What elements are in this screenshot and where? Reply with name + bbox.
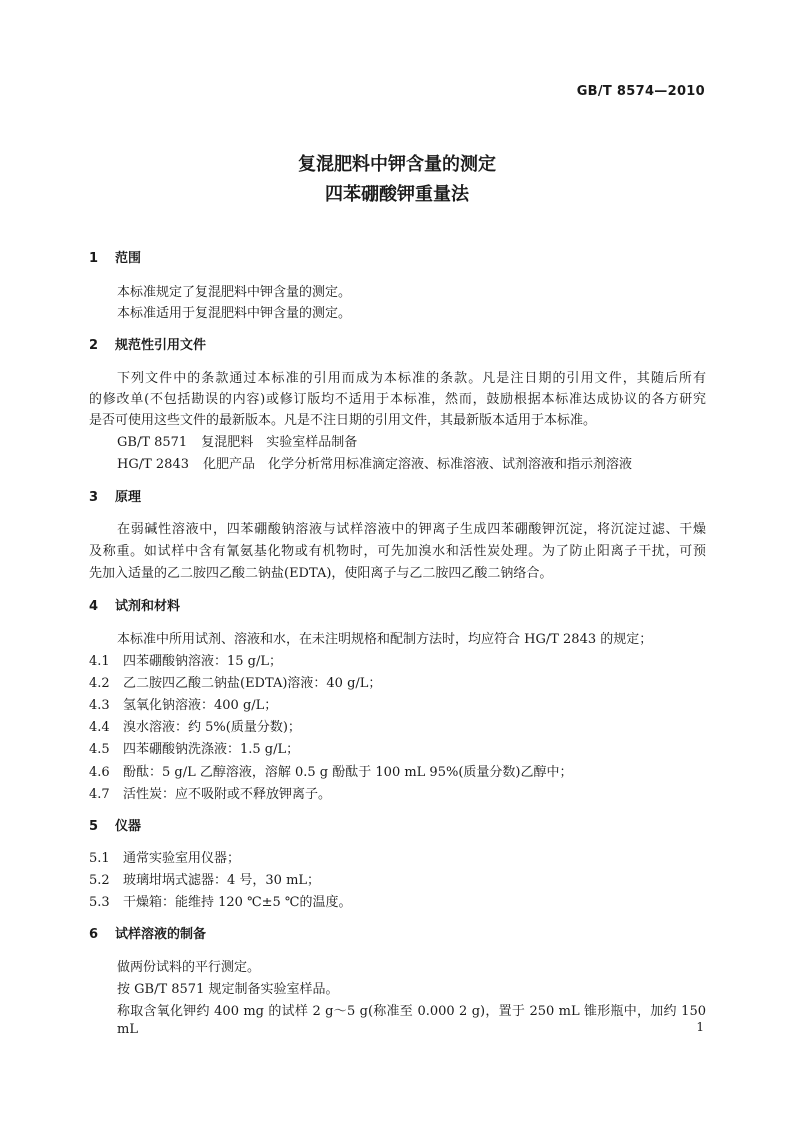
reference-code: HG/T 2843 [117,457,189,472]
list-item [89,894,351,912]
item-text: 活性炭：应不吸附或不释放钾离子。 [123,787,332,802]
paragraph: 本标准中所用试剂、溶液和水，在未注明规格和配制方法时，均应符合 HG/T 2843 的规定； [117,632,653,647]
item-number: 4.2 [89,676,110,691]
list-item [89,697,277,715]
section-2-heading [89,337,206,355]
section-number: 2 [89,338,99,353]
reference-code: GB/T 8571 [117,435,188,450]
item-number: 4.3 [89,698,110,713]
document-subtitle: 四苯硼酸钾重量法 [325,184,469,205]
section-title: 范围 [115,251,142,266]
paragraph-line: 的修改单(不包括勘误的内容)或修订版均不适用于本标准，然而，鼓励根据本标准达成协议的各方研究 [89,392,706,407]
paragraph: 本标准适用于复混肥料中钾含量的测定。 [117,306,352,321]
section-title: 试剂和材料 [115,599,181,614]
item-text: 四苯硼酸钠溶液：15 g/L； [123,654,283,669]
reference-title: 复混肥料 实验室样品制备 [201,435,358,450]
item-text: 酚酞：5 g/L 乙醇溶液，溶解 0.5 g 酚酞于 100 mL 95%(质量分数)乙醇中； [123,765,573,780]
item-number: 4.4 [89,720,110,735]
reference-item [117,456,632,474]
paragraph: 本标准规定了复混肥料中钾含量的测定。 [117,285,352,300]
document-id: GB/T 8574—2010 [576,84,705,99]
item-number: 4.7 [89,787,110,802]
paragraph: 按 GB/T 8571 规定制备实验室样品。 [117,982,339,997]
section-title: 试样溶液的制备 [115,927,207,942]
item-number: 4.5 [89,742,110,757]
section-number: 5 [89,819,99,834]
paragraph-line: 下列文件中的条款通过本标准的引用而成为本标准的条款。凡是注日期的引用文件，其随后所有 [117,371,706,386]
item-number: 5.1 [89,851,110,866]
item-text: 四苯硼酸钠洗涤液：1.5 g/L； [123,742,300,757]
item-text: 乙二胺四乙酸二钠盐(EDTA)溶液：40 g/L； [123,676,382,691]
document-title: 复混肥料中钾含量的测定 [298,154,496,175]
section-5-heading [89,818,141,836]
paragraph-line: 先加入适量的乙二胺四乙酸二钠盐(EDTA)，使阳离子与乙二胺四乙酸二钠络合。 [89,566,553,581]
section-number: 3 [89,490,99,505]
paragraph-line: 及称重。如试样中含有氰氨基化物或有机物时，可先加溴水和活性炭处理。为了防止阳离子干扰，可预 [89,544,706,559]
item-text: 氢氧化钠溶液：400 g/L； [123,698,278,713]
list-item [89,850,240,868]
item-number: 5.3 [89,895,110,910]
section-number: 4 [89,599,99,614]
section-title: 原理 [115,490,142,505]
reference-title: 化肥产品 化学分析常用标准滴定溶液、标准溶液、试剂溶液和指示剂溶液 [203,457,633,472]
section-number: 1 [89,251,99,266]
paragraph-line: 是否可使用这些文件的最新版本。凡是不注日期的引用文件，其最新版本适用于本标准。 [89,413,597,428]
paragraph-line: 称取含氧化钾约 400 mg 的试样 2 g～5 g(称准至 0.000 2 g)，置于 250 mL 锥形瓶中，加约 150 mL [117,1004,706,1037]
reference-item [117,434,357,452]
list-item [89,786,331,804]
item-text: 通常实验室用仪器； [123,851,241,866]
section-1-heading [89,250,141,268]
item-number: 5.2 [89,873,110,888]
item-text: 溴水溶液：约 5%(质量分数)； [123,720,301,735]
item-text: 干燥箱：能维持 120 ℃±5 ℃的温度。 [123,895,352,910]
list-item [89,675,381,693]
item-text: 玻璃坩埚式滤器：4 号，30 mL； [123,873,321,888]
section-6-heading [89,926,206,944]
list-item [89,741,299,759]
item-number: 4.6 [89,765,110,780]
section-3-heading [89,489,141,507]
paragraph: 做两份试料的平行测定。 [117,960,261,975]
section-title: 规范性引用文件 [115,338,207,353]
section-4-heading [89,598,180,616]
section-title: 仪器 [115,819,142,834]
list-item [89,872,320,890]
list-item [89,764,572,782]
item-number: 4.1 [89,654,110,669]
paragraph-line: 在弱碱性溶液中，四苯硼酸钠溶液与试样溶液中的钾离子生成四苯硼酸钾沉淀，将沉淀过滤、干燥 [117,522,706,537]
list-item [89,653,282,671]
list-item [89,719,301,737]
section-number: 6 [89,927,99,942]
page-number: 1 [696,1020,704,1034]
